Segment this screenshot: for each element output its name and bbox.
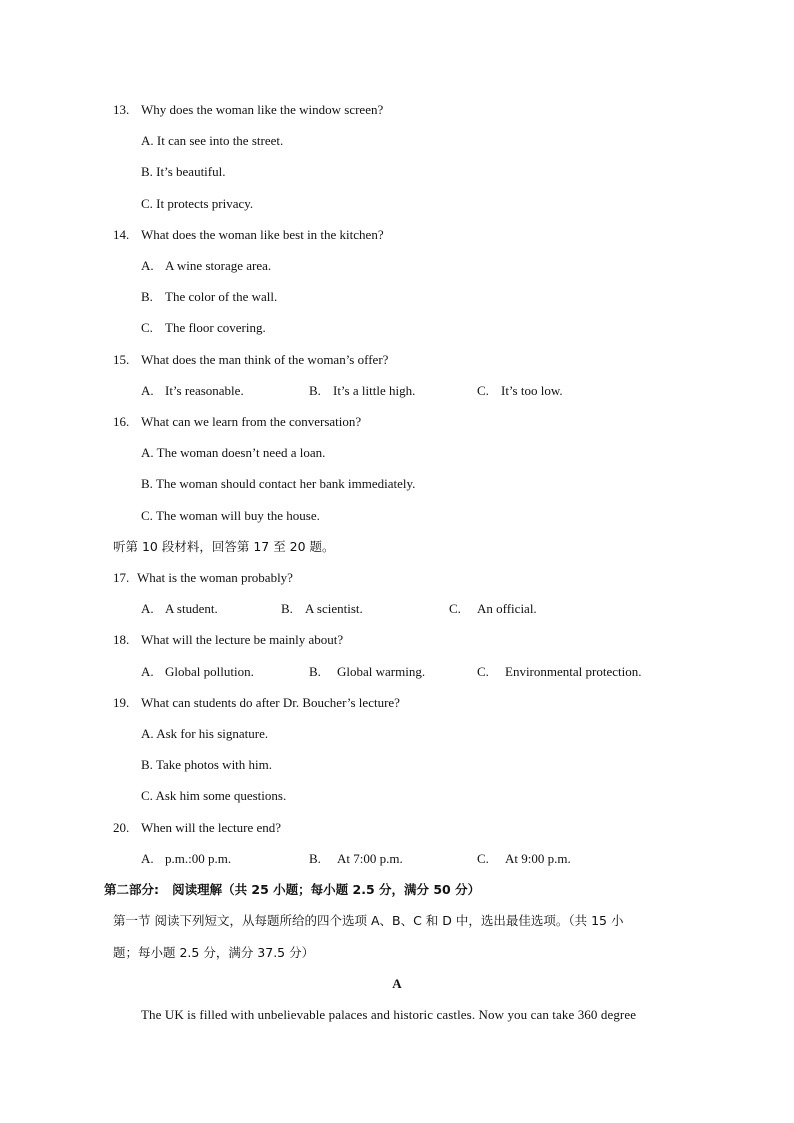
option-letter: B. bbox=[141, 164, 153, 179]
option-text: It protects privacy. bbox=[156, 196, 254, 211]
section1-instruction-line1: 第一节 阅读下列短文，从每题所给的四个选项 A、B、C 和 D 中，选出最佳选项。（共 15 小 bbox=[113, 913, 624, 928]
question-18 bbox=[113, 631, 343, 649]
option-letter: C. bbox=[141, 320, 153, 335]
option-13-c bbox=[141, 195, 253, 213]
option-20-c bbox=[477, 850, 571, 868]
option-letter: B. bbox=[281, 601, 293, 616]
option-16-a bbox=[141, 444, 325, 462]
option-text: It’s reasonable. bbox=[165, 383, 244, 398]
question-text: What does the man think of the woman’s offer? bbox=[141, 352, 389, 367]
option-letter: C. bbox=[141, 788, 153, 803]
option-letter: C. bbox=[477, 664, 489, 679]
option-letter: C. bbox=[141, 196, 153, 211]
option-text: Ask him some questions. bbox=[155, 788, 287, 803]
option-text: The woman will buy the house. bbox=[155, 508, 320, 523]
option-text: At 7:00 p.m. bbox=[337, 851, 403, 866]
option-text: An official. bbox=[477, 601, 537, 616]
section-instruction: 听第 10 段材料，回答第 17 至 20 题。 bbox=[113, 539, 335, 554]
option-letter: A. bbox=[141, 601, 154, 616]
option-letter: B. bbox=[141, 289, 153, 304]
option-text: It’s beautiful. bbox=[156, 164, 226, 179]
option-15-a bbox=[141, 382, 244, 400]
question-number: 20. bbox=[113, 820, 130, 835]
option-text: The woman should contact her bank immediately. bbox=[155, 476, 416, 491]
option-letter: A. bbox=[141, 133, 154, 148]
option-text: Environmental protection. bbox=[505, 664, 642, 679]
part2-heading-prefix: 第二部分: bbox=[104, 882, 159, 897]
question-text: What is the woman probably? bbox=[137, 570, 293, 585]
question-text: What can students do after Dr. Boucher’s lecture? bbox=[141, 695, 400, 710]
option-19-a bbox=[141, 725, 268, 743]
question-text: What does the woman like best in the kitchen? bbox=[141, 227, 384, 242]
question-15 bbox=[113, 351, 388, 369]
question-number: 17. bbox=[113, 570, 130, 585]
option-text: Global warming. bbox=[337, 664, 426, 679]
option-letter: B. bbox=[309, 383, 321, 398]
option-letter: A. bbox=[141, 851, 154, 866]
option-letter: C. bbox=[477, 851, 489, 866]
part2-heading-main: 阅读理解（共 25 小题；每小题 2.5 分，满分 50 分） bbox=[172, 882, 481, 897]
question-number: 14. bbox=[113, 227, 130, 242]
option-text: At 9:00 p.m. bbox=[505, 851, 571, 866]
option-letter: B. bbox=[141, 757, 153, 772]
part2-heading bbox=[104, 881, 480, 899]
option-letter: A. bbox=[141, 445, 154, 460]
option-15-b bbox=[309, 382, 415, 400]
option-17-b bbox=[281, 600, 363, 618]
option-letter: B. bbox=[141, 476, 153, 491]
question-19 bbox=[113, 694, 400, 712]
option-text: It’s a little high. bbox=[333, 383, 416, 398]
option-text: The floor covering. bbox=[165, 320, 266, 335]
option-13-b bbox=[141, 163, 226, 181]
option-18-c bbox=[477, 663, 641, 681]
option-letter: B. bbox=[309, 851, 321, 866]
question-text: Why does the woman like the window screen? bbox=[141, 102, 384, 117]
option-14-c bbox=[141, 319, 266, 337]
option-text: It can see into the street. bbox=[156, 133, 284, 148]
option-letter: B. bbox=[309, 664, 321, 679]
question-number: 13. bbox=[113, 102, 130, 117]
option-14-b bbox=[141, 288, 277, 306]
passage-title: A bbox=[392, 976, 402, 991]
section1-instruction-line2: 题；每小题 2.5 分，满分 37.5 分） bbox=[113, 945, 315, 960]
question-13 bbox=[113, 101, 383, 119]
option-text: p.m.:00 p.m. bbox=[165, 851, 232, 866]
option-letter: A. bbox=[141, 726, 154, 741]
option-text: Global pollution. bbox=[165, 664, 254, 679]
question-number: 19. bbox=[113, 695, 130, 710]
question-16 bbox=[113, 413, 361, 431]
option-letter: A. bbox=[141, 258, 154, 273]
question-text: What can we learn from the conversation? bbox=[141, 414, 362, 429]
option-16-b bbox=[141, 475, 415, 493]
option-letter: C. bbox=[141, 508, 153, 523]
option-letter: A. bbox=[141, 383, 154, 398]
option-letter: A. bbox=[141, 664, 154, 679]
question-number: 15. bbox=[113, 352, 130, 367]
option-18-b bbox=[309, 663, 425, 681]
option-13-a bbox=[141, 132, 283, 150]
option-15-c bbox=[477, 382, 563, 400]
option-text: A wine storage area. bbox=[165, 258, 272, 273]
option-text: The color of the wall. bbox=[165, 289, 278, 304]
option-text: Ask for his signature. bbox=[156, 726, 269, 741]
option-19-c bbox=[141, 787, 286, 805]
option-text: Take photos with him. bbox=[155, 757, 273, 772]
question-17 bbox=[113, 569, 293, 587]
option-text: It’s too low. bbox=[501, 383, 563, 398]
question-20 bbox=[113, 819, 281, 837]
option-text: A scientist. bbox=[305, 601, 363, 616]
option-19-b bbox=[141, 756, 272, 774]
option-20-a bbox=[141, 850, 231, 868]
option-text: The woman doesn’t need a loan. bbox=[156, 445, 326, 460]
question-text: What will the lecture be mainly about? bbox=[141, 632, 344, 647]
option-letter: C. bbox=[449, 601, 461, 616]
option-14-a bbox=[141, 257, 271, 275]
question-text: When will the lecture end? bbox=[141, 820, 282, 835]
question-14 bbox=[113, 226, 384, 244]
option-text: A student. bbox=[165, 601, 218, 616]
option-letter: C. bbox=[477, 383, 489, 398]
question-number: 16. bbox=[113, 414, 130, 429]
option-20-b bbox=[309, 850, 403, 868]
question-number: 18. bbox=[113, 632, 130, 647]
option-17-c bbox=[449, 600, 537, 618]
option-16-c bbox=[141, 507, 320, 525]
passage-text: The UK is filled with unbelievable palaces and historic castles. Now you can take 360 degree bbox=[141, 1007, 637, 1022]
option-18-a bbox=[141, 663, 254, 681]
option-17-a bbox=[141, 600, 218, 618]
